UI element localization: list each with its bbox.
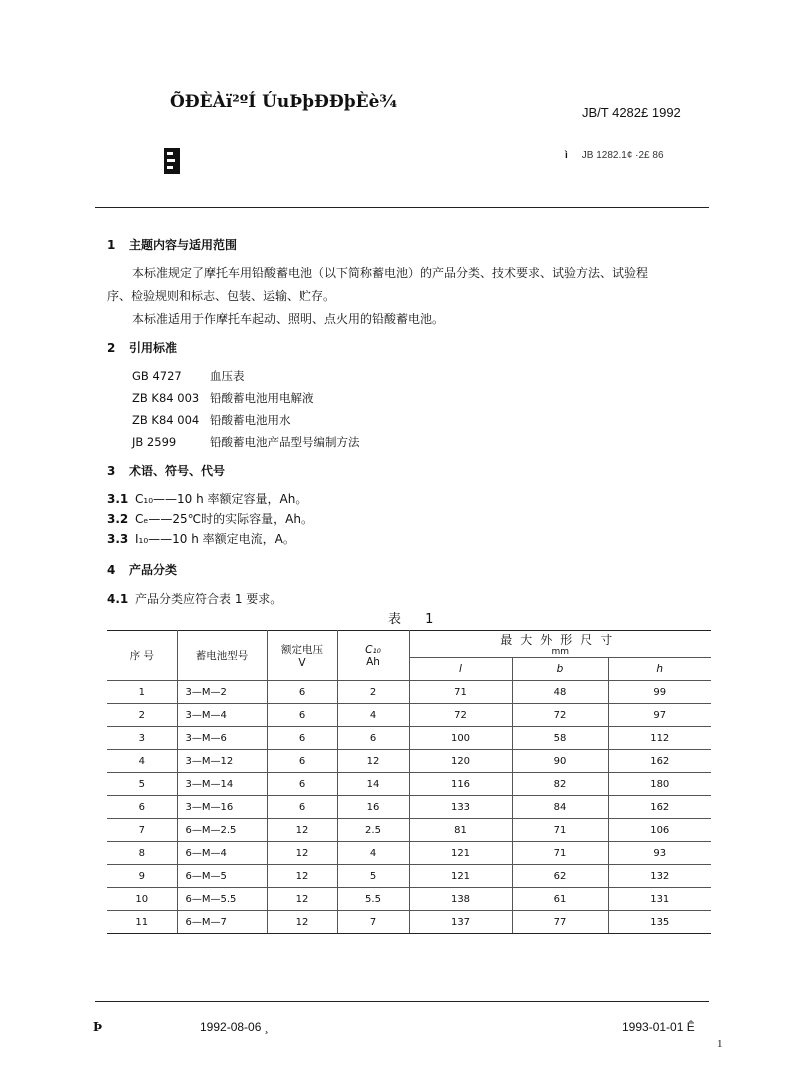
table-cell: 6 [267, 704, 337, 727]
footer-left-mark: Þ [93, 1020, 103, 1034]
footer-divider [95, 1001, 709, 1002]
effective-date: 1993-01-01 Ê [622, 1020, 695, 1034]
section-1-paragraph-line-2: 序、检验规则和标志、包装、运输、贮存。 [107, 289, 336, 303]
table-cell: 6—M—2.5 [177, 819, 267, 842]
table-row [107, 819, 711, 842]
table-cell: 62 [512, 865, 608, 888]
issue-date: 1992-08-06 ¸ [200, 1020, 269, 1034]
table-cell: 6 [267, 773, 337, 796]
reference-item: JB 2599 铅酸蓄电池产品型号编制方法 [132, 435, 360, 449]
table-cell: 4 [337, 842, 409, 865]
section-1-paragraph-line-1: 本标准规定了摩托车用铅酸蓄电池（以下简称蓄电池）的产品分类、技术要求、试验方法、试验程 [132, 266, 649, 280]
header-divider [95, 207, 709, 208]
table-cell: 12 [267, 888, 337, 911]
header-seq: 序 号 [107, 631, 177, 681]
table-cell: 6—M—4 [177, 842, 267, 865]
section-3-heading: 3 术语、符号、代号 [107, 464, 226, 478]
replaces-mark: ì [565, 150, 568, 161]
table-cell: 6 [267, 796, 337, 819]
table-cell: 7 [107, 819, 177, 842]
header-b: b [512, 658, 608, 681]
table-row [107, 888, 711, 911]
section-1-paragraph-2: 本标准适用于作摩托车起动、照明、点火用的铅酸蓄电池。 [132, 312, 445, 326]
replaces-text: JB 1282.1¢ ·2£ 86 [581, 150, 664, 161]
header-dimensions: 最大外形尺寸 mm [409, 631, 711, 658]
table-cell: 5 [107, 773, 177, 796]
table-cell: 3—M—4 [177, 704, 267, 727]
term-item: 3.3 I₁₀——10 h 率额定电流，A。 [107, 532, 295, 546]
table-cell: 77 [512, 911, 608, 934]
table-cell: 1 [107, 681, 177, 704]
standard-code: JB/T 4282£ 1992 [582, 105, 681, 120]
table-cell: 16 [337, 796, 409, 819]
table-cell: 84 [512, 796, 608, 819]
table-row [107, 865, 711, 888]
table-cell: 6 [267, 750, 337, 773]
section-4-1-text: 4.1 产品分类应符合表 1 要求。 [107, 592, 283, 606]
table-cell: 6—M—7 [177, 911, 267, 934]
table-row [107, 773, 711, 796]
table-cell: 48 [512, 681, 608, 704]
reference-item: ZB K84 003 铅酸蓄电池用电解液 [132, 391, 314, 405]
table-cell: 61 [512, 888, 608, 911]
table-cell: 162 [608, 796, 711, 819]
document-header-title: ÕÐÈÀï²ºÍ ÚuÞþÐÐþÈè¾ [170, 92, 398, 112]
table-row [107, 727, 711, 750]
table-cell: 12 [337, 750, 409, 773]
table-cell: 4 [337, 704, 409, 727]
table-row [107, 750, 711, 773]
reference-item: ZB K84 004 铅酸蓄电池用水 [132, 413, 291, 427]
standard-logo-icon [163, 146, 181, 178]
table-cell: 112 [608, 727, 711, 750]
section-2-heading: 2 引用标准 [107, 341, 178, 355]
table-cell: 131 [608, 888, 711, 911]
table-cell: 6 [107, 796, 177, 819]
table-cell: 8 [107, 842, 177, 865]
table-cell: 4 [107, 750, 177, 773]
page-number: 1 [717, 1038, 723, 1050]
table-row [107, 842, 711, 865]
table-row [107, 681, 711, 704]
reference-item: GB 4727 血压表 [132, 369, 245, 383]
table-body [107, 681, 711, 934]
table-cell: 93 [608, 842, 711, 865]
table-cell: 6—M—5 [177, 865, 267, 888]
table-cell: 2 [337, 681, 409, 704]
table-cell: 3—M—2 [177, 681, 267, 704]
table-cell: 6 [267, 727, 337, 750]
table-cell: 9 [107, 865, 177, 888]
table-cell: 2.5 [337, 819, 409, 842]
header-model: 蓄电池型号 [177, 631, 267, 681]
table-cell: 121 [409, 842, 512, 865]
table-cell: 6 [267, 681, 337, 704]
table-row [107, 796, 711, 819]
table-cell: 82 [512, 773, 608, 796]
table-cell: 3—M—6 [177, 727, 267, 750]
table-cell: 72 [409, 704, 512, 727]
table-cell: 97 [608, 704, 711, 727]
table-cell: 2 [107, 704, 177, 727]
table-cell: 12 [267, 842, 337, 865]
table-cell: 10 [107, 888, 177, 911]
section-1-heading: 1 主题内容与适用范围 [107, 238, 238, 252]
table-cell: 3 [107, 727, 177, 750]
table-cell: 6 [337, 727, 409, 750]
product-classification-table [107, 630, 711, 934]
table-cell: 6—M—5.5 [177, 888, 267, 911]
table-cell: 3—M—12 [177, 750, 267, 773]
replaces-note [565, 150, 664, 161]
table-cell: 137 [409, 911, 512, 934]
table-cell: 3—M—14 [177, 773, 267, 796]
table-cell: 3—M—16 [177, 796, 267, 819]
term-item: 3.2 Cₑ——25℃时的实际容量，Ah。 [107, 512, 313, 526]
table-cell: 11 [107, 911, 177, 934]
table-cell: 90 [512, 750, 608, 773]
table-cell: 71 [409, 681, 512, 704]
table-cell: 106 [608, 819, 711, 842]
table-cell: 58 [512, 727, 608, 750]
term-item: 3.1 C₁₀——10 h 率额定容量，Ah。 [107, 492, 308, 506]
table-cell: 121 [409, 865, 512, 888]
table-cell: 14 [337, 773, 409, 796]
table-cell: 12 [267, 865, 337, 888]
table-cell: 5 [337, 865, 409, 888]
table-row [107, 704, 711, 727]
table-cell: 99 [608, 681, 711, 704]
table-cell: 162 [608, 750, 711, 773]
table-cell: 7 [337, 911, 409, 934]
header-capacity: C₁₀ Ah [337, 631, 409, 681]
table-cell: 12 [267, 911, 337, 934]
header-voltage: 额定电压 V [267, 631, 337, 681]
table-cell: 71 [512, 842, 608, 865]
table-cell: 138 [409, 888, 512, 911]
table-cell: 100 [409, 727, 512, 750]
table-row [107, 911, 711, 934]
table-cell: 71 [512, 819, 608, 842]
table-cell: 180 [608, 773, 711, 796]
table-cell: 81 [409, 819, 512, 842]
table-cell: 12 [267, 819, 337, 842]
table-cell: 5.5 [337, 888, 409, 911]
header-h: h [608, 658, 711, 681]
section-4-heading: 4 产品分类 [107, 563, 178, 577]
table-cell: 132 [608, 865, 711, 888]
table-cell: 135 [608, 911, 711, 934]
table-cell: 72 [512, 704, 608, 727]
table-cell: 116 [409, 773, 512, 796]
table-cell: 133 [409, 796, 512, 819]
header-l: l [409, 658, 512, 681]
table-cell: 120 [409, 750, 512, 773]
table-caption: 表 1 [388, 612, 444, 627]
